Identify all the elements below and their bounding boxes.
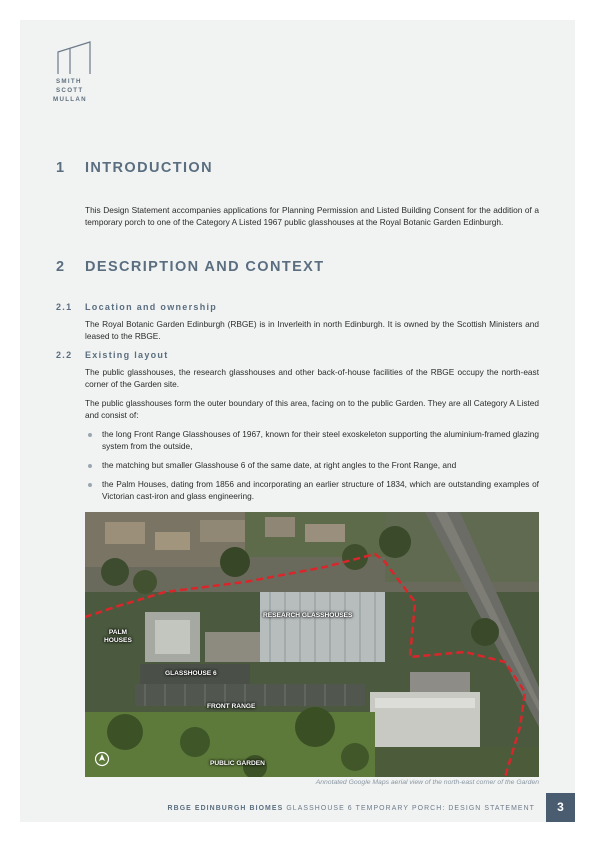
subsection-title: Existing layout: [85, 350, 169, 360]
page-number: 3: [546, 793, 575, 822]
label-research-glasshouses: RESEARCH GLASSHOUSES: [263, 612, 353, 619]
section-title: DESCRIPTION AND CONTEXT: [85, 259, 325, 275]
list-item: [85, 429, 539, 452]
label-public-garden: PUBLIC GARDEN: [210, 760, 265, 767]
logo-line-scott: SCOTT: [56, 87, 84, 94]
figure-caption: Annotated Google Maps aerial view of the north-east corner of the Garden: [315, 779, 539, 786]
introduction-paragraph: This Design Statement accompanies applications for Planning Permission and Listed Building Consent for the addition of a temporary porch to one of the Category A Listed 1967 public glasshouses at the Royal Botanic Garden Edinburgh.: [85, 205, 539, 227]
footer-document-title: GLASSHOUSE 6 TEMPORARY PORCH: DESIGN STATEMENT: [286, 805, 535, 812]
bullet-icon: [88, 464, 92, 468]
label-glasshouse-6: GLASSHOUSE 6: [165, 670, 217, 677]
label-front-range: FRONT RANGE: [207, 703, 256, 710]
layout-paragraph-1: The public glasshouses, the research glasshouses and other back-of-house facilities of the RBGE occupy the north-east corner of the Garden site.: [85, 367, 539, 389]
logo-line-mullan: MULLAN: [53, 96, 87, 103]
footer-project: RBGE EDINBURGH BIOMES: [167, 805, 284, 812]
list-item: [85, 479, 539, 502]
subsection-number: 2.1: [56, 302, 73, 312]
bullet-text: the Palm Houses, dating from 1856 and incorporating an earlier structure of 1834, which are outstanding examples of Victorian cast-iron and glass engineering.: [102, 479, 539, 501]
list-item: [85, 460, 539, 472]
label-palm-line-2: HOUSES: [104, 636, 132, 644]
bullet-text: the long Front Range Glasshouses of 1967, known for their steel exoskeleton supporting the aluminium-framed glazing system from the outside,: [102, 429, 539, 451]
smith-scott-mullan-logo: [53, 40, 96, 103]
location-paragraph: The Royal Botanic Garden Edinburgh (RBGE) is in Inverleith in north Edinburgh. It is owned by the Scottish Ministers and leased to the RBGE.: [85, 319, 539, 341]
page-footer: [168, 805, 535, 812]
logo-line-smith: SMITH: [56, 78, 82, 85]
bullet-icon: [88, 483, 92, 487]
aerial-map-figure: [85, 512, 539, 777]
label-palm-houses: [104, 629, 132, 644]
logo-text: [53, 77, 87, 104]
logo-mark-icon: [56, 40, 96, 76]
section-title: INTRODUCTION: [85, 160, 213, 176]
label-palm-line-1: PALM: [108, 629, 128, 636]
section-number: 1: [56, 160, 66, 176]
bullet-icon: [88, 433, 92, 437]
bullet-text: the matching but smaller Glasshouse 6 of the same date, at right angles to the Front Range, and: [102, 460, 457, 470]
subsection-number: 2.2: [56, 350, 73, 360]
aerial-photo: [85, 512, 539, 777]
layout-paragraph-2: The public glasshouses form the outer boundary of this area, facing on to the public Garden. They are all Category A Listed and consist of:: [85, 398, 539, 420]
north-arrow-icon: [94, 751, 110, 767]
subsection-title: Location and ownership: [85, 302, 218, 312]
section-number: 2: [56, 259, 66, 275]
